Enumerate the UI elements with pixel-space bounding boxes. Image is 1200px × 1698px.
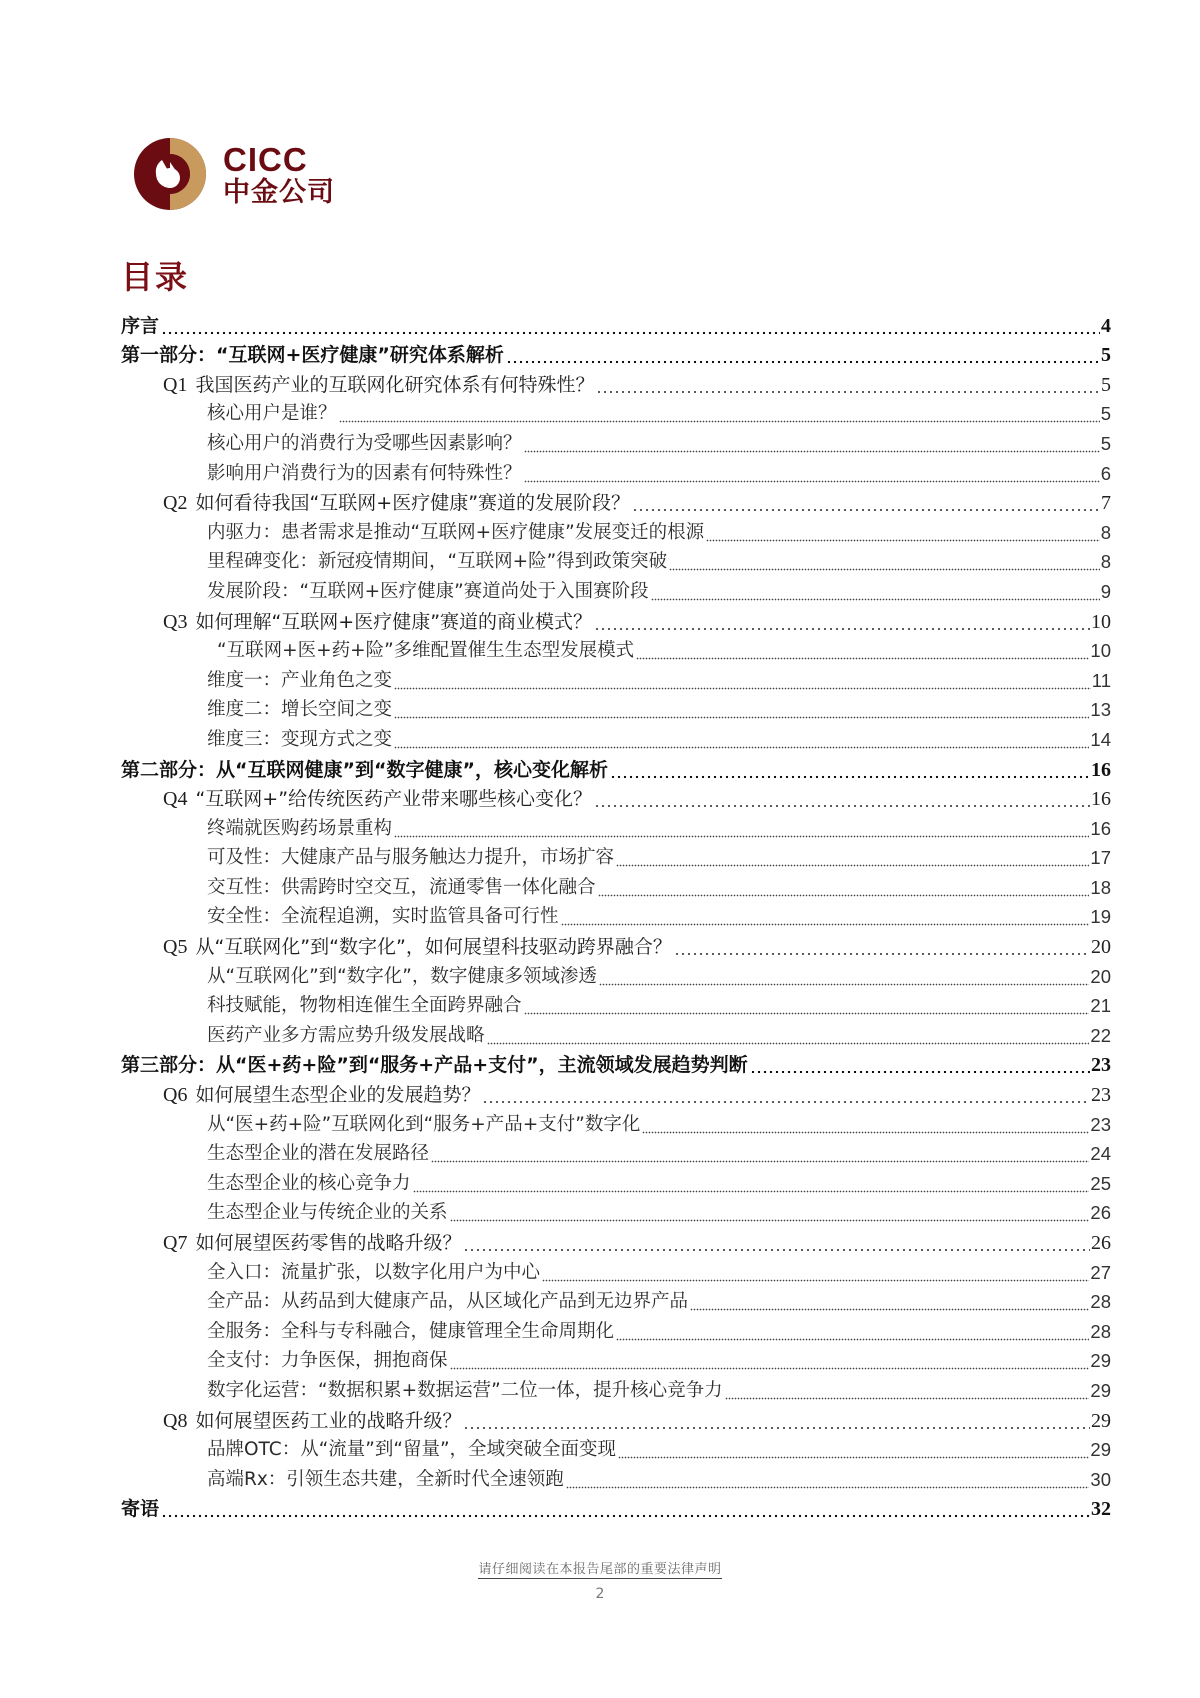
dot-leader	[616, 1317, 1089, 1341]
toc-entry[interactable]	[121, 1137, 1111, 1167]
dot-leader	[594, 784, 1090, 808]
toc-entry[interactable]	[121, 574, 1111, 604]
toc-entry-label: “互联网+医+药+险”多维配置催生生态型发展模式	[217, 640, 635, 662]
toc-page-number: 10	[1091, 610, 1111, 633]
toc-entry[interactable]	[121, 1225, 1111, 1255]
toc-page-number: 8	[1100, 521, 1111, 543]
toc-title: 目录	[121, 258, 190, 296]
dot-leader	[651, 577, 1100, 601]
toc-entry[interactable]	[121, 515, 1111, 545]
toc-entry[interactable]	[121, 663, 1111, 693]
dot-leader	[669, 547, 1100, 571]
toc-entry-label	[163, 787, 594, 811]
toc-page-number: 23	[1091, 1084, 1111, 1107]
dot-leader	[413, 1169, 1090, 1193]
toc-page-number: 21	[1090, 995, 1111, 1017]
logo-text-cn: 中金公司	[223, 176, 335, 208]
toc-question-text: “互联网+”给传统医药产业带来哪些核心变化？	[195, 788, 593, 811]
toc-page-number: 26	[1090, 1202, 1111, 1224]
toc-page-number: 17	[1090, 847, 1111, 869]
toc-entry-label: 科技赋能，物物相连催生全面跨界融合	[207, 995, 522, 1017]
toc-page-number: 27	[1090, 1261, 1111, 1283]
toc-entry[interactable]	[121, 989, 1111, 1019]
toc-page-number: 4	[1101, 314, 1111, 337]
toc-entry-label: 生态型企业与传统企业的关系	[207, 1202, 448, 1224]
dot-leader	[339, 399, 1100, 423]
toc-entry[interactable]	[121, 1344, 1111, 1374]
toc-entry-label: 数字化运营：“数据积累+数据运营”二位一体，提升核心竞争力	[207, 1379, 723, 1401]
toc-page-number: 28	[1090, 1291, 1111, 1313]
toc-entry[interactable]	[121, 338, 1111, 368]
dot-leader	[506, 340, 1100, 364]
toc-entry-label: 品牌OTC：从“流量”到“留量”，全域突破全面变现	[207, 1439, 617, 1461]
toc-entry-label: 生态型企业的核心竞争力	[207, 1172, 411, 1194]
toc-entry[interactable]	[121, 1048, 1111, 1078]
toc-entry[interactable]	[121, 1107, 1111, 1137]
toc-question-number: Q3	[163, 610, 188, 633]
toc-entry-label: 维度二：增长空间之变	[207, 699, 393, 721]
toc-page-number: 20	[1090, 965, 1111, 987]
dot-leader	[616, 843, 1089, 867]
toc-entry-label: 第二部分：从“互联网健康”到“数字健康”，核心变化解析	[121, 758, 608, 781]
dot-leader	[450, 1346, 1090, 1370]
toc-page-number: 29	[1090, 1379, 1111, 1401]
toc-entry-label: 发展阶段：“互联网+医疗健康”赛道尚处于入围赛阶段	[207, 580, 649, 602]
toc-entry-label	[163, 935, 674, 959]
toc-entry-label: 医药产业多方需应势升级发展战略	[207, 1024, 485, 1046]
toc-entry-label: 生态型企业的潜在发展路径	[207, 1143, 430, 1165]
toc-question-text: 如何展望医药零售的战略升级？	[195, 1232, 462, 1254]
dot-leader	[394, 814, 1089, 838]
toc-entry-label: 核心用户的消费行为受哪些因素影响？	[207, 432, 522, 454]
toc-page-number: 9	[1100, 580, 1111, 602]
dot-leader	[706, 518, 1100, 542]
toc-entry-label: 寄语	[121, 1498, 160, 1521]
toc-question-text: 如何看待我国“互联网+医疗健康”赛道的发展阶段？	[195, 492, 631, 515]
toc-entry-label	[163, 1231, 463, 1255]
toc-page-number: 7	[1101, 492, 1111, 515]
dot-leader	[463, 1228, 1090, 1252]
toc-page-number: 5	[1101, 344, 1111, 367]
toc-page-number: 20	[1091, 936, 1111, 959]
cicc-logo-mark-icon	[132, 136, 208, 212]
toc-entry[interactable]	[121, 397, 1111, 427]
toc-entry[interactable]	[121, 1462, 1111, 1492]
dot-leader	[566, 1465, 1090, 1489]
toc-entry-label: 从“医+药+险”互联网化到“服务+产品+支付”数字化	[207, 1113, 641, 1135]
toc-page-number: 18	[1090, 876, 1111, 898]
dot-leader	[524, 429, 1100, 453]
toc-entry-label: 全入口：流量扩张，以数字化用户为中心	[207, 1261, 541, 1283]
toc-entry-label	[163, 373, 596, 397]
toc-entry[interactable]	[121, 1403, 1111, 1433]
dot-leader	[394, 666, 1091, 690]
dot-leader	[542, 1258, 1089, 1282]
toc-page-number: 16	[1091, 758, 1111, 781]
page-number: 2	[595, 1586, 605, 1602]
toc-entry[interactable]	[121, 486, 1111, 516]
toc-question-text: 如何理解“互联网+医疗健康”赛道的商业模式？	[195, 610, 593, 633]
toc-entry-label	[163, 491, 632, 515]
toc-entry[interactable]	[121, 722, 1111, 752]
toc-page-number: 22	[1090, 1024, 1111, 1046]
toc-entry[interactable]	[121, 308, 1111, 338]
dot-leader	[561, 902, 1090, 926]
toc-entry-label	[163, 610, 594, 634]
cicc-logo	[132, 136, 347, 212]
dot-leader	[690, 1287, 1089, 1311]
toc-page-number: 16	[1091, 788, 1111, 811]
toc-page-number: 14	[1090, 728, 1111, 750]
toc-page-number: 32	[1091, 1498, 1111, 1521]
toc-page-number: 29	[1090, 1439, 1111, 1461]
toc-entry-label: 全产品：从药品到大健康产品，从区域化产品到无边界产品	[207, 1291, 689, 1313]
toc-entry[interactable]	[121, 1077, 1111, 1107]
toc-entry[interactable]	[121, 841, 1111, 871]
toc-page-number: 19	[1090, 906, 1111, 928]
dot-leader	[636, 636, 1089, 660]
toc-entry-label: 从“互联网化”到“数字化”，数字健康多领域渗透	[207, 965, 597, 987]
toc-entry-label: 高端Rx：引领生态共建，全新时代全速领跑	[207, 1468, 564, 1490]
dot-leader	[394, 695, 1089, 719]
toc-page-number: 29	[1090, 1350, 1111, 1372]
dot-leader	[161, 311, 1100, 335]
toc-page-number: 23	[1091, 1054, 1111, 1077]
toc-question-number: Q5	[163, 936, 188, 959]
toc-entry[interactable]	[121, 604, 1111, 634]
toc-page-number: 30	[1090, 1468, 1111, 1490]
toc-question-number: Q8	[163, 1409, 188, 1432]
toc-question-text: 如何展望生态型企业的发展趋势？	[195, 1084, 481, 1107]
toc-entry[interactable]	[121, 870, 1111, 900]
toc-entry[interactable]	[121, 1196, 1111, 1226]
toc-entry-label: 第一部分：“互联网+医疗健康”研究体系解析	[121, 344, 504, 367]
dot-leader	[524, 459, 1100, 483]
toc-page-number: 23	[1090, 1113, 1111, 1135]
toc-question-number: Q1	[163, 373, 188, 396]
dot-leader	[394, 725, 1089, 749]
toc-entry-label: 维度三：变现方式之变	[207, 728, 393, 750]
toc-entry[interactable]	[121, 1433, 1111, 1463]
toc-entry[interactable]	[121, 811, 1111, 841]
dot-leader	[463, 1406, 1090, 1430]
toc-entry-label: 里程碑变化：新冠疫情期间，“互联网+险”得到政策突破	[207, 551, 668, 573]
dot-leader	[524, 991, 1090, 1015]
legal-notice-link[interactable]: 请仔细阅读在本报告尾部的重要法律声明	[478, 1558, 721, 1579]
toc-entry-label: 交互性：供需跨时空交互，流通零售一体化融合	[207, 876, 596, 898]
toc-entry-label: 可及性：大健康产品与服务触达力提升，市场扩容	[207, 847, 615, 869]
dot-leader	[482, 1080, 1090, 1104]
dot-leader	[750, 1050, 1090, 1074]
toc-page-number: 6	[1100, 462, 1111, 484]
dot-leader	[487, 1021, 1090, 1045]
toc-entry[interactable]	[121, 1018, 1111, 1048]
toc-entry[interactable]	[121, 1255, 1111, 1285]
dot-leader	[618, 1435, 1089, 1459]
toc-entry[interactable]	[121, 929, 1111, 959]
toc-page-number: 25	[1090, 1172, 1111, 1194]
toc-entry[interactable]	[121, 367, 1111, 397]
toc-entry[interactable]	[121, 1166, 1111, 1196]
toc-question-number: Q6	[163, 1084, 188, 1107]
toc-entry[interactable]	[121, 693, 1111, 723]
dot-leader	[594, 607, 1090, 631]
toc-entry[interactable]	[121, 900, 1111, 930]
toc-page-number: 10	[1090, 640, 1111, 662]
dot-leader	[674, 932, 1090, 956]
toc-entry[interactable]	[121, 752, 1111, 782]
toc-entry-label: 全支付：力争医保，拥抱商保	[207, 1350, 448, 1372]
toc-question-text: 如何展望医药工业的战略升级？	[195, 1409, 462, 1432]
toc-page-number: 5	[1100, 403, 1111, 425]
toc-entry-label: 第三部分：从“医+药+险”到“服务+产品+支付”，主流领域发展趋势判断	[121, 1054, 748, 1077]
toc-page-number: 16	[1090, 817, 1111, 839]
toc-entry-label: 安全性：全流程追溯，实时监管具备可行性	[207, 906, 559, 928]
toc-entry[interactable]	[121, 1314, 1111, 1344]
dot-leader	[596, 370, 1100, 394]
toc-page-number: 28	[1090, 1320, 1111, 1342]
dot-leader	[450, 1198, 1090, 1222]
toc-page-number: 8	[1100, 551, 1111, 573]
toc-entry[interactable]	[121, 959, 1111, 989]
toc-entry[interactable]	[121, 456, 1111, 486]
toc-entry[interactable]	[121, 426, 1111, 456]
toc-entry-label: 序言	[121, 314, 160, 337]
toc-page-number: 5	[1100, 432, 1111, 454]
toc-entry[interactable]	[121, 1373, 1111, 1403]
toc-page-number: 5	[1101, 373, 1111, 396]
toc-page-number: 29	[1091, 1409, 1111, 1432]
dot-leader	[725, 1376, 1090, 1400]
table-of-contents	[121, 308, 1111, 1521]
dot-leader	[431, 1139, 1089, 1163]
dot-leader	[610, 755, 1090, 779]
dot-leader	[598, 873, 1090, 897]
toc-entry-label: 影响用户消费行为的因素有何特殊性？	[207, 462, 522, 484]
toc-entry-label: 维度一：产业角色之变	[207, 669, 393, 691]
toc-entry-label: 核心用户是谁？	[207, 403, 337, 425]
dot-leader	[632, 488, 1100, 512]
toc-entry[interactable]	[121, 1492, 1111, 1522]
toc-question-text: 我国医药产业的互联网化研究体系有何特殊性？	[195, 373, 595, 396]
dot-leader	[642, 1110, 1089, 1134]
page-footer	[0, 1558, 1200, 1602]
toc-question-text: 从“互联网化”到“数字化”，如何展望科技驱动跨界融合？	[195, 936, 672, 959]
toc-entry[interactable]	[121, 634, 1111, 664]
toc-page-number: 11	[1091, 669, 1111, 691]
toc-question-number: Q4	[163, 788, 188, 811]
toc-entry[interactable]	[121, 545, 1111, 575]
toc-question-number: Q2	[163, 492, 188, 515]
toc-entry-label: 内驱力：患者需求是推动“互联网+医疗健康”发展变迁的根源	[207, 521, 705, 543]
toc-page-number: 13	[1090, 699, 1111, 721]
toc-entry-label: 终端就医购药场景重构	[207, 817, 393, 839]
toc-page-number: 26	[1091, 1232, 1111, 1254]
toc-entry-label: 全服务：全科与专科融合，健康管理全生命周期化	[207, 1320, 615, 1342]
toc-page-number: 24	[1090, 1143, 1111, 1165]
toc-entry[interactable]	[121, 782, 1111, 812]
dot-leader	[161, 1494, 1090, 1518]
logo-text-en: CICC	[223, 140, 308, 178]
dot-leader	[599, 962, 1090, 986]
toc-question-number: Q7	[163, 1232, 188, 1254]
toc-entry-label	[163, 1083, 482, 1107]
toc-entry[interactable]	[121, 1285, 1111, 1315]
toc-entry-label	[163, 1409, 463, 1433]
